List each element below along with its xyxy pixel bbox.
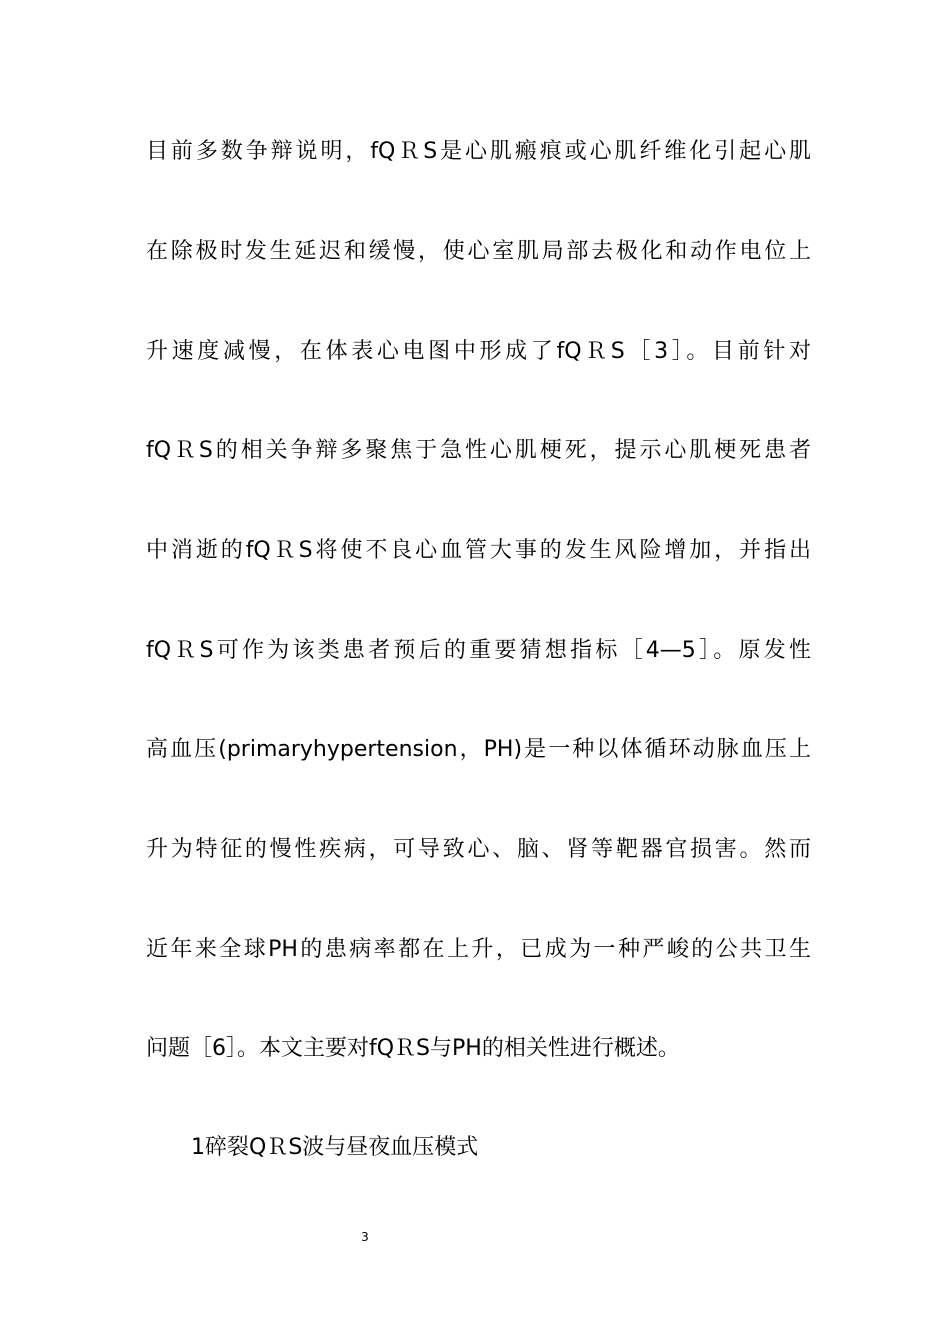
paragraph-line: 中消逝的fQＲS将使不良心血管大事的发生风险增加，并指出 (146, 538, 811, 563)
paragraph-line: 高血压(primaryhypertension，PH)是一种以体循环动脉血压上 (146, 737, 811, 762)
paragraph-line: fQＲS的相关争辩多聚焦于急性心肌梗死，提示心肌梗死患者 (146, 438, 811, 463)
section-heading: 1碎裂QＲS波与昼夜血压模式 (191, 1135, 479, 1160)
paragraph-line: 近年来全球PH的患病率都在上升，已成为一种严峻的公共卫生 (146, 937, 811, 962)
paragraph-line-last: 问题［6］。本文主要对fQＲS与PH的相关性进行概述。 (146, 1036, 680, 1061)
paragraph-line: 升速度减慢，在体表心电图中形成了fQＲS［3］。目前针对 (146, 339, 811, 364)
page-number: 3 (361, 1230, 369, 1244)
paragraph-line: fQＲS可作为该类患者预后的重要猜想指标［4—5］。原发性 (146, 638, 811, 663)
paragraph-line: 升为特征的慢性疾病，可导致心、脑、肾等靶器官损害。然而 (146, 837, 811, 862)
paragraph-line: 目前多数争辩说明，fQＲS是心肌瘢痕或心肌纤维化引起心肌 (146, 139, 811, 164)
paragraph-line: 在除极时发生延迟和缓慢，使心室肌局部去极化和动作电位上 (146, 239, 811, 264)
